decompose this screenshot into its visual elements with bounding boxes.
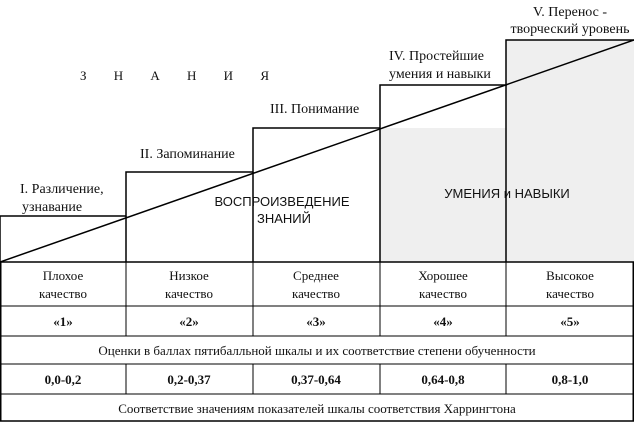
skills-label: УМЕНИЯ и НАВЫКИ — [444, 186, 570, 201]
range-4: 0,64-0,8 — [421, 372, 465, 387]
quality-5-line1: Высокое — [546, 268, 594, 283]
range-5: 0,8-1,0 — [551, 372, 589, 387]
reproduction-label-line1: ВОСПРОИЗВЕДЕНИЕ — [214, 194, 350, 209]
level-2-label: II. Запоминание — [140, 147, 235, 162]
range-1: 0,0-0,2 — [44, 372, 82, 387]
quality-1-line1: Плохое — [42, 268, 84, 283]
grade-4: «4» — [433, 314, 453, 329]
quality-2-line2: качество — [164, 286, 214, 301]
quality-3-line2: качество — [291, 286, 341, 301]
grade-5: «5» — [560, 314, 580, 329]
level-1-label-line2: узнавание — [22, 200, 83, 215]
harrington-title: Соответствие значениям показателей шкалы соответствия Харрингтона — [118, 401, 516, 416]
grade-3: «3» — [306, 314, 326, 329]
level-1-label-line1: I. Различение, — [20, 182, 104, 197]
quality-1-line2: качество — [38, 286, 88, 301]
quality-4-line1: Хорошее — [418, 268, 468, 283]
grade-1: «1» — [53, 314, 73, 329]
range-3: 0,37-0,64 — [291, 372, 341, 387]
knowledge-heading: З Н А Н И Я — [80, 68, 281, 83]
range-2: 0,2-0,37 — [167, 372, 211, 387]
grade-2: «2» — [179, 314, 199, 329]
quality-3-line1: Среднее — [293, 268, 339, 283]
level-4-label-line1: IV. Простейшие — [389, 49, 484, 64]
level-5-label-line2: творческий уровень — [510, 22, 630, 37]
quality-2-line1: Низкое — [169, 268, 209, 283]
level-3-label: III. Понимание — [270, 102, 360, 117]
level-5-label-line1: V. Перенос - — [532, 5, 608, 20]
quality-5-line2: качество — [545, 286, 595, 301]
reproduction-label-line2: ЗНАНИЙ — [257, 211, 311, 226]
level-4-label-line2: умения и навыки — [389, 67, 491, 82]
scale-title: Оценки в баллах пятибалльной шкалы и их соответствие степени обученности — [98, 343, 536, 358]
quality-4-line2: качество — [418, 286, 468, 301]
